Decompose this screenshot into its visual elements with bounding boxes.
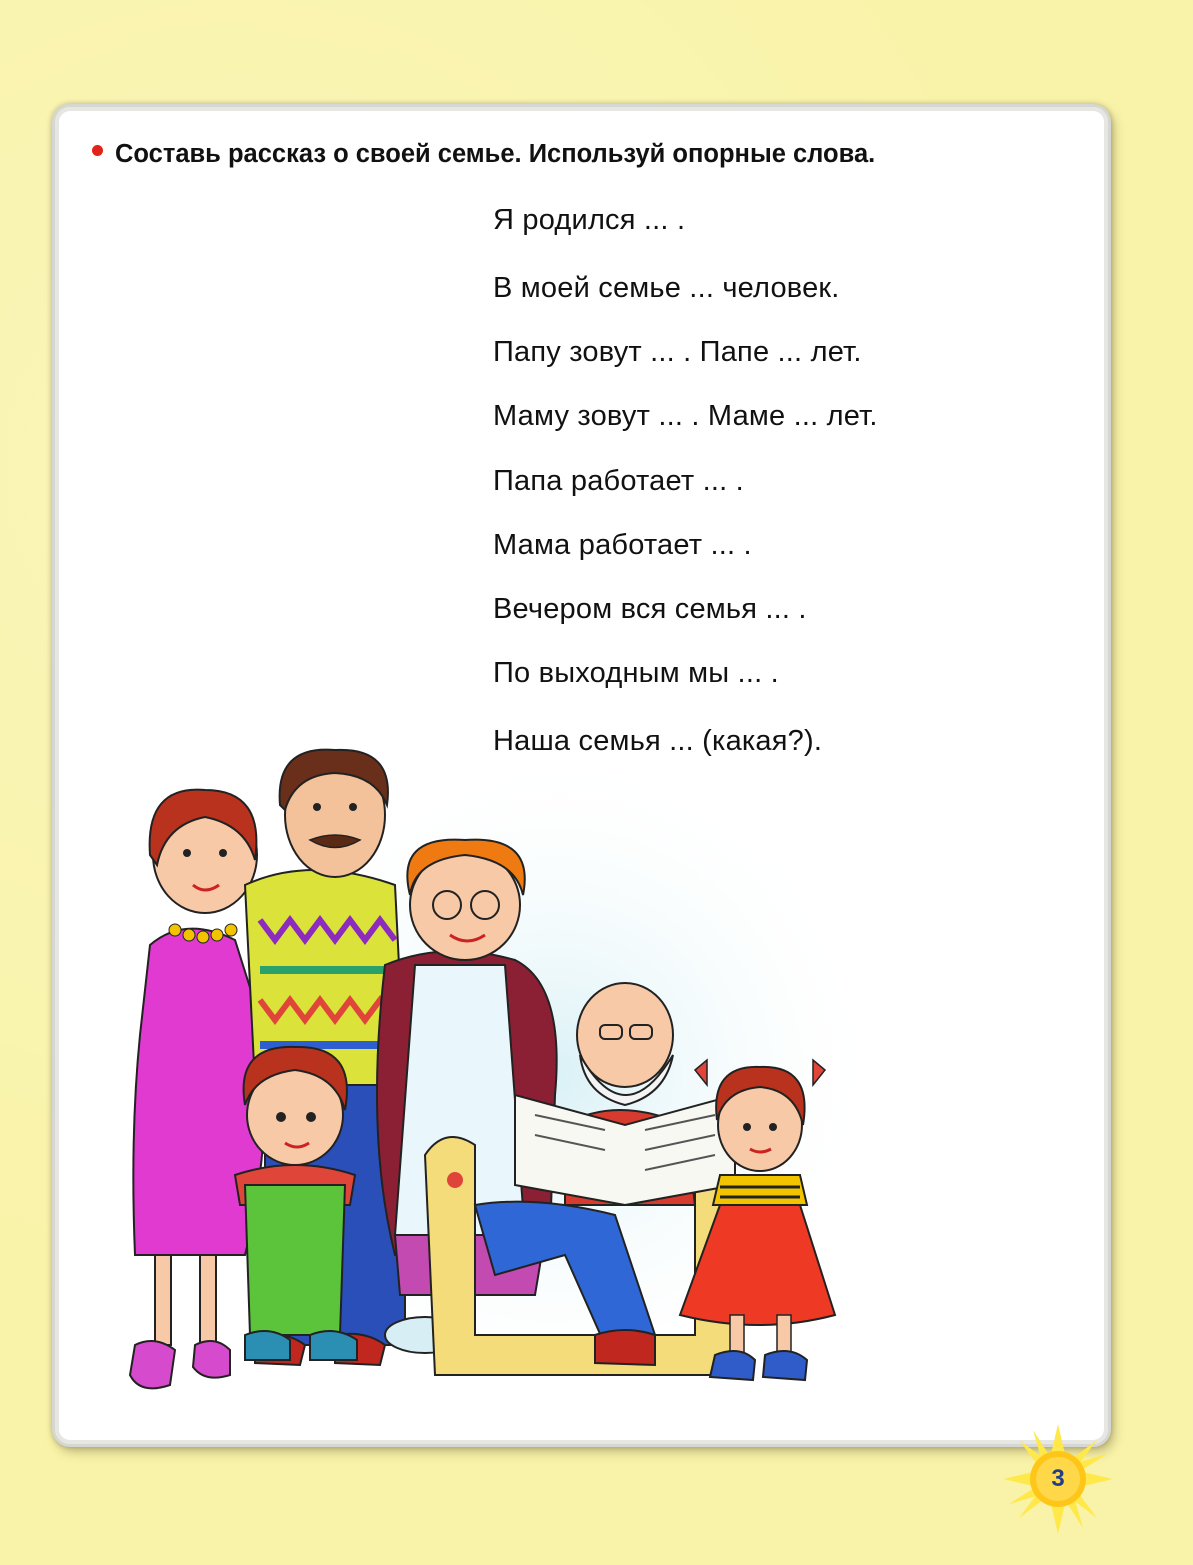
- phrase-item: Папа работает ... .: [493, 465, 744, 497]
- bullet-dot-icon: [92, 145, 103, 156]
- phrase-item: Папу зовут ... . Папе ... лет.: [493, 336, 862, 368]
- boy-figure: [235, 1047, 357, 1360]
- phrase-item: Я родился ... .: [493, 204, 686, 236]
- task-heading: [92, 140, 1092, 169]
- phrase-item: Вечером вся семья ... .: [493, 593, 807, 625]
- phrase-item: По выходным мы ... .: [493, 657, 779, 689]
- phrase-item: Наша семья ... (какая?).: [493, 725, 823, 757]
- phrase-item: В моей семье ... человек.: [493, 272, 840, 304]
- phrase-item: Маму зовут ... . Маме ... лет.: [493, 400, 878, 432]
- family-illustration: [95, 735, 865, 1415]
- task-text: Составь рассказ о своей семье. Используй опорные слова.: [115, 140, 876, 168]
- page-number: 3: [1051, 1465, 1065, 1492]
- phrase-item: Мама работает ... .: [493, 529, 752, 561]
